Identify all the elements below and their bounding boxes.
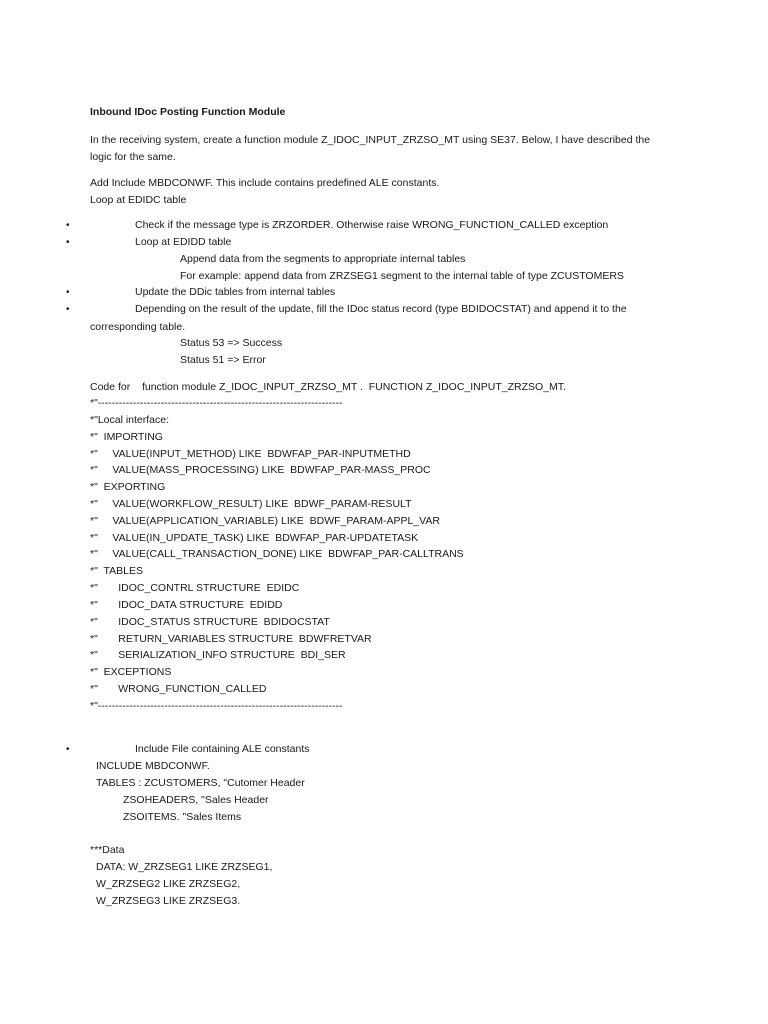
substep-append-data: Append data from the segments to appropriate internal tables	[180, 253, 466, 265]
code-line: *" WRONG_FUNCTION_CALLED	[90, 683, 267, 695]
code-line: *" VALUE(MASS_PROCESSING) LIKE BDWFAP_PAR-MASS_PROC	[90, 464, 431, 476]
bullet-icon: •	[66, 220, 70, 231]
code-line: *" IDOC_CONTRL STRUCTURE EDIDC	[90, 582, 300, 594]
code-header: Code for function module Z_IDOC_INPUT_ZRZSO_MT . FUNCTION Z_IDOC_INPUT_ZRZSO_MT.	[90, 381, 566, 393]
code-line: *" VALUE(INPUT_METHOD) LIKE BDWFAP_PAR-INPUTMETHD	[90, 448, 411, 460]
code-line: ZSOHEADERS, "Sales Header	[123, 794, 269, 806]
code-line: *"Local interface:	[90, 414, 170, 426]
bullet-icon: •	[66, 744, 70, 755]
bullet-icon: •	[66, 237, 70, 248]
step-depending-line-1: Depending on the result of the update, fill the IDoc status record (type BDIDOCSTAT) and append it to the	[135, 303, 627, 315]
code-line: *" EXCEPTIONS	[90, 666, 172, 678]
code-line: DATA: W_ZRZSEG1 LIKE ZRZSEG1,	[96, 861, 273, 873]
code-line: INCLUDE MBDCONWF.	[96, 760, 210, 772]
intro-text-line-2: logic for the same.	[90, 151, 176, 163]
code-line: *" VALUE(WORKFLOW_RESULT) LIKE BDWF_PARAM-RESULT	[90, 498, 412, 510]
substep-example: For example: append data from ZRZSEG1 segment to the internal table of type ZCUSTOMERS	[180, 270, 624, 282]
code-line: *" IDOC_DATA STRUCTURE EDIDD	[90, 599, 283, 611]
code-separator: *"----------------------------------------------------------------------	[90, 700, 343, 712]
code-line: *" TABLES	[90, 565, 143, 577]
code-line: ZSOITEMS. "Sales Items	[123, 811, 242, 823]
code-line: W_ZRZSEG3 LIKE ZRZSEG3.	[96, 895, 241, 907]
document-title: Inbound IDoc Posting Function Module	[90, 106, 286, 118]
code-separator: *"----------------------------------------------------------------------	[90, 397, 343, 409]
code-line: *" RETURN_VARIABLES STRUCTURE BDWFRETVAR	[90, 633, 372, 645]
status-51-text: Status 51 => Error	[180, 354, 266, 366]
include-file-text: Include File containing ALE constants	[135, 743, 310, 755]
code-line: TABLES : ZCUSTOMERS, "Cutomer Header	[96, 777, 305, 789]
loop-edidc-text: Loop at EDIDC table	[90, 194, 187, 206]
step-update-ddic: Update the DDic tables from internal tables	[135, 286, 336, 298]
code-line: *" SERIALIZATION_INFO STRUCTURE BDI_SER	[90, 649, 346, 661]
bullet-icon: •	[66, 304, 70, 315]
code-line: W_ZRZSEG2 LIKE ZRZSEG2,	[96, 878, 241, 890]
code-line: *" VALUE(CALL_TRANSACTION_DONE) LIKE BDWFAP_PAR-CALLTRANS	[90, 548, 464, 560]
step-depending-line-2: corresponding table.	[90, 321, 186, 333]
code-line: *" IDOC_STATUS STRUCTURE BDIDOCSTAT	[90, 616, 330, 628]
intro-text-line-1: In the receiving system, create a function module Z_IDOC_INPUT_ZRZSO_MT using SE37. Below, I have described the	[90, 134, 651, 146]
code-line: *" VALUE(APPLICATION_VARIABLE) LIKE BDWF_PARAM-APPL_VAR	[90, 515, 440, 527]
status-53-text: Status 53 => Success	[180, 337, 283, 349]
code-line: ***Data	[90, 844, 125, 856]
add-include-text: Add Include MBDCONWF. This include contains predefined ALE constants.	[90, 177, 440, 189]
code-line: *" EXPORTING	[90, 481, 166, 493]
bullet-icon: •	[66, 287, 70, 298]
step-loop-edidd: Loop at EDIDD table	[135, 236, 232, 248]
step-check-message-type: Check if the message type is ZRZORDER. Otherwise raise WRONG_FUNCTION_CALLED exception	[135, 219, 609, 231]
code-line: *" VALUE(IN_UPDATE_TASK) LIKE BDWFAP_PAR-UPDATETASK	[90, 532, 419, 544]
code-line: *" IMPORTING	[90, 431, 163, 443]
